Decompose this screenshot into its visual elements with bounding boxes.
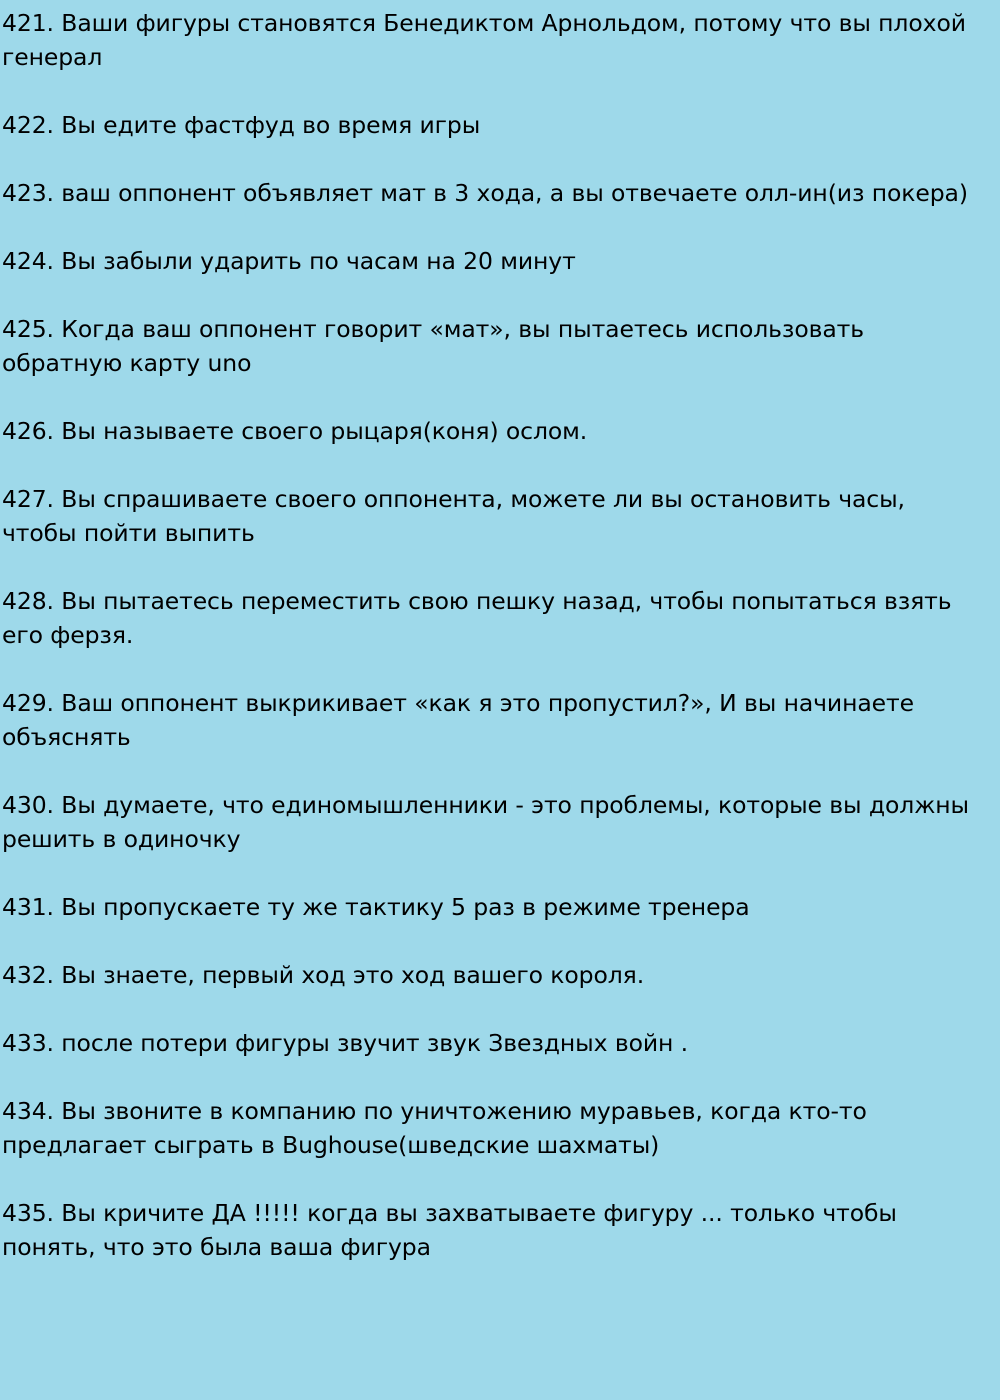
- list-item-433: 433. после потери фигуры звучит звук Звездных войн .: [2, 1029, 689, 1057]
- list-item-431: 431. Вы пропускаете ту же тактику 5 раз в режиме тренера: [2, 893, 750, 921]
- list-item-421: 421. Ваши фигуры становятся Бенедиктом Арнольдом, потому что вы плохой генерал: [2, 9, 966, 71]
- list-item-425: 425. Когда ваш оппонент говорит «мат», вы пытаетесь использовать обратную карту uno: [2, 315, 864, 377]
- list-item-432: 432. Вы знаете, первый ход это ход вашего короля.: [2, 961, 645, 989]
- list-item-428: 428. Вы пытаетесь переместить свою пешку назад, чтобы попытаться взять его ферзя.: [2, 587, 952, 649]
- list-item-430: 430. Вы думаете, что единомышленники - это проблемы, которые вы должны решить в одиночку: [2, 791, 969, 853]
- list-item-435: 435. Вы кричите ДА !!!!! когда вы захватываете фигуру ... только чтобы понять, что это была ваша фигура: [2, 1199, 897, 1261]
- list-item-427: 427. Вы спрашиваете своего оппонента, можете ли вы остановить часы, чтобы пойти выпить: [2, 485, 905, 547]
- list-item-424: 424. Вы забыли ударить по часам на 20 минут: [2, 247, 576, 275]
- list-item-423: 423. ваш оппонент объявляет мат в 3 хода, а вы отвечаете олл-ин(из покера): [2, 179, 968, 207]
- item-list: [2, 6, 972, 1264]
- list-item-422: 422. Вы едите фастфуд во время игры: [2, 111, 481, 139]
- list-item-429: 429. Ваш оппонент выкрикивает «как я это пропустил?», И вы начинаете объяснять: [2, 689, 914, 751]
- list-item-434: 434. Вы звоните в компанию по уничтожению муравьев, когда кто-то предлагает сыграть в Bughouse(шведские шахматы): [2, 1097, 867, 1159]
- list-item-426: 426. Вы называете своего рыцаря(коня) ослом.: [2, 417, 588, 445]
